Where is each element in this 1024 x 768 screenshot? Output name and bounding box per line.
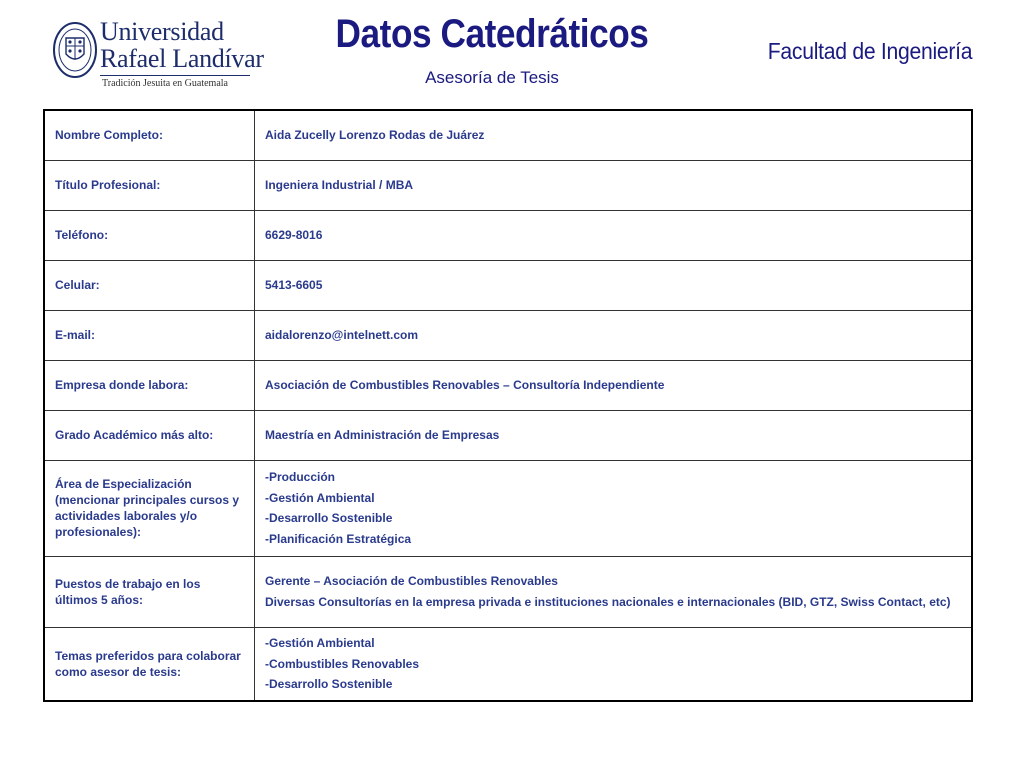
table-row xyxy=(44,260,972,310)
row-value: Aida Zucelly Lorenzo Rodas de Juárez xyxy=(255,110,973,160)
university-name-line1: Universidad xyxy=(100,17,224,46)
list-item: Gerente – Asociación de Combustibles Renovables xyxy=(265,574,558,588)
positions-list xyxy=(255,556,973,627)
specialization-label: Área de Especialización (mencionar principales cursos y actividades laborales y/o profesionales): xyxy=(44,460,255,556)
list-item: Diversas Consultorías en la empresa privada e instituciones nacionales e internacionales (BID, GTZ, Swiss Contact, etc) xyxy=(265,594,951,609)
professor-data-table xyxy=(43,109,973,702)
list-item: -Desarrollo Sostenible xyxy=(265,677,393,691)
table-row xyxy=(44,210,972,260)
row-label: Teléfono: xyxy=(44,210,255,260)
specialization-list xyxy=(255,460,973,556)
list-item: -Producción xyxy=(265,470,336,484)
page-subtitle: Asesoría de Tesis xyxy=(425,68,559,87)
row-value: Ingeniera Industrial / MBA xyxy=(255,160,973,210)
list-item: -Gestión Ambiental xyxy=(265,490,375,505)
table-row-specialization xyxy=(44,460,972,556)
row-label: E-mail: xyxy=(44,310,255,360)
row-label: Empresa donde labora: xyxy=(44,360,255,410)
positions-label: Puestos de trabajo en los últimos 5 años: xyxy=(44,556,255,627)
list-item: -Planificación Estratégica xyxy=(265,531,412,546)
row-value: Maestría en Administración de Empresas xyxy=(255,410,973,460)
row-value: 6629-8016 xyxy=(255,210,973,260)
row-value: 5413-6605 xyxy=(255,260,973,310)
row-label: Nombre Completo: xyxy=(44,110,255,160)
row-label: Título Profesional: xyxy=(44,160,255,210)
table-row xyxy=(44,410,972,460)
list-item: -Desarrollo Sostenible xyxy=(265,511,393,525)
topics-list xyxy=(255,627,973,701)
table-row-positions xyxy=(44,556,972,627)
list-item: -Gestión Ambiental xyxy=(265,636,375,650)
email-value: aidalorenzo@intelnett.com xyxy=(255,310,973,360)
row-label: Grado Académico más alto: xyxy=(44,410,255,460)
table-row-topics xyxy=(44,627,972,701)
university-name-line2: Rafael Landívar xyxy=(100,44,264,73)
table-row xyxy=(44,160,972,210)
row-value: Asociación de Combustibles Renovables – Consultoría Independiente xyxy=(255,360,973,410)
topics-label: Temas preferidos para colaborar como asesor de tesis: xyxy=(44,627,255,701)
page-title: Datos Catedráticos xyxy=(335,12,649,56)
row-label: Celular: xyxy=(44,260,255,310)
table-row xyxy=(44,110,972,160)
table-row xyxy=(44,310,972,360)
list-item: -Combustibles Renovables xyxy=(265,656,420,671)
university-tagline: Tradición Jesuita en Guatemala xyxy=(102,78,228,89)
table-row xyxy=(44,360,972,410)
faculty-name: Facultad de Ingeniería xyxy=(767,38,972,64)
